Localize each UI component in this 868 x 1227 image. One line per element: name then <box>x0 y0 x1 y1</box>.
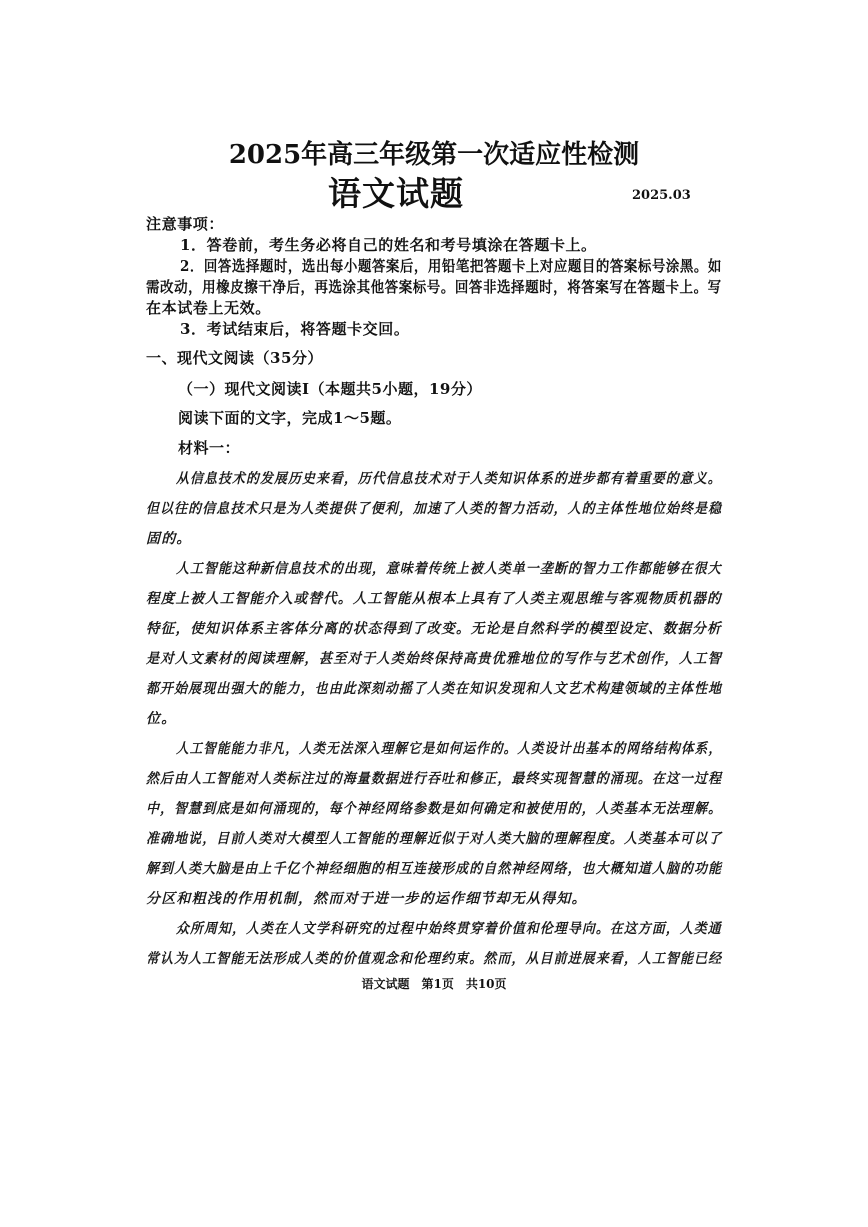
passage-line: 然后由人工智能对人类标注过的海量数据进行吞吐和修正，最终实现智慧的涌现。在这一过程 <box>146 771 723 787</box>
notice-line: 1．答卷前，考生务必将自己的姓名和考号填涂在答题卡上。 <box>180 236 597 254</box>
passage-line: 位。 <box>146 711 177 727</box>
passage-line: 分区和粗浅的作用机制，然而对于进一步的运作细节却无从得知。 <box>146 891 587 907</box>
passage-line: 特征，使知识体系主客体分离的状态得到了改变。无论是自然科学的模型设定、数据分析 <box>146 621 722 637</box>
passage-line: 人工智能能力非凡，人类无法深入理解它是如何运作的。人类设计出基本的网络结构体系， <box>176 741 722 757</box>
passage-line: 中，智慧到底是如何涌现的，每个神经网络参数是如何确定和被使用的，人类基本无法理解。 <box>146 801 723 817</box>
passage-line: 是对人文素材的阅读理解，甚至对于人类始终保持高贵优雅地位的写作与艺术创作，人工智 <box>146 651 723 667</box>
exam-date: 2025.03 <box>632 188 691 203</box>
passage-line: 众所周知，人类在人文学科研究的过程中始终贯穿着价值和伦理导向。在这方面，人类通 <box>176 921 722 937</box>
notice-line: 需改动，用橡皮擦干净后，再选涂其他答案标号。回答非选择题时，将答案写在答题卡上。写 <box>146 278 722 296</box>
material-label: 材料一： <box>178 439 241 457</box>
passage-line: 但以往的信息技术只是为人类提供了便利，加速了人类的智力活动，人的主体性地位始终是稳 <box>146 501 723 517</box>
reading-instruction: 阅读下面的文字，完成1～5题。 <box>178 409 402 427</box>
passage-line: 固的。 <box>146 531 192 547</box>
notice-line: 2．回答选择题时，选出每小题答案后，用铅笔把答题卡上对应题目的答案标号涂黑。如 <box>180 257 722 275</box>
subject-title: 语文试题 <box>328 174 464 213</box>
subsection-heading: （一）现代文阅读Ⅰ（本题共5小题，19分） <box>178 380 482 398</box>
notice-line: 3．考试结束后，将答题卡交回。 <box>180 320 410 338</box>
passage-line: 从信息技术的发展历史来看，历代信息技术对于人类知识体系的进步都有着重要的意义。 <box>176 471 722 487</box>
passage-line: 准确地说，目前人类对大模型人工智能的理解近似于对人类大脑的理解程度。人类基本可以了 <box>146 831 723 847</box>
passage-line: 程度上被人工智能介入或替代。人工智能从根本上具有了人类主观思维与客观物质机器的 <box>146 591 722 607</box>
passage-line: 常认为人工智能无法形成人类的价值观念和伦理约束。然而，从目前进展来看，人工智能已经 <box>146 951 723 967</box>
notice-heading: 注意事项： <box>146 215 225 233</box>
exam-title: 2025年高三年级第一次适应性检测 <box>228 140 640 170</box>
section-heading: 一、现代文阅读（35分） <box>146 349 323 367</box>
notice-line: 在本试卷上无效。 <box>146 299 271 317</box>
page-footer: 语文试题 第1页 共10页 <box>361 977 507 991</box>
passage-line: 人工智能这种新信息技术的出现，意味着传统上被人类单一垄断的智力工作都能够在很大 <box>176 561 722 577</box>
passage-line: 解到人类大脑是由上千亿个神经细胞的相互连接形成的自然神经网络，也大概知道人脑的功能 <box>146 861 723 877</box>
passage-line: 都开始展现出强大的能力，也由此深刻动摇了人类在知识发现和人文艺术构建领域的主体性地 <box>146 681 723 697</box>
